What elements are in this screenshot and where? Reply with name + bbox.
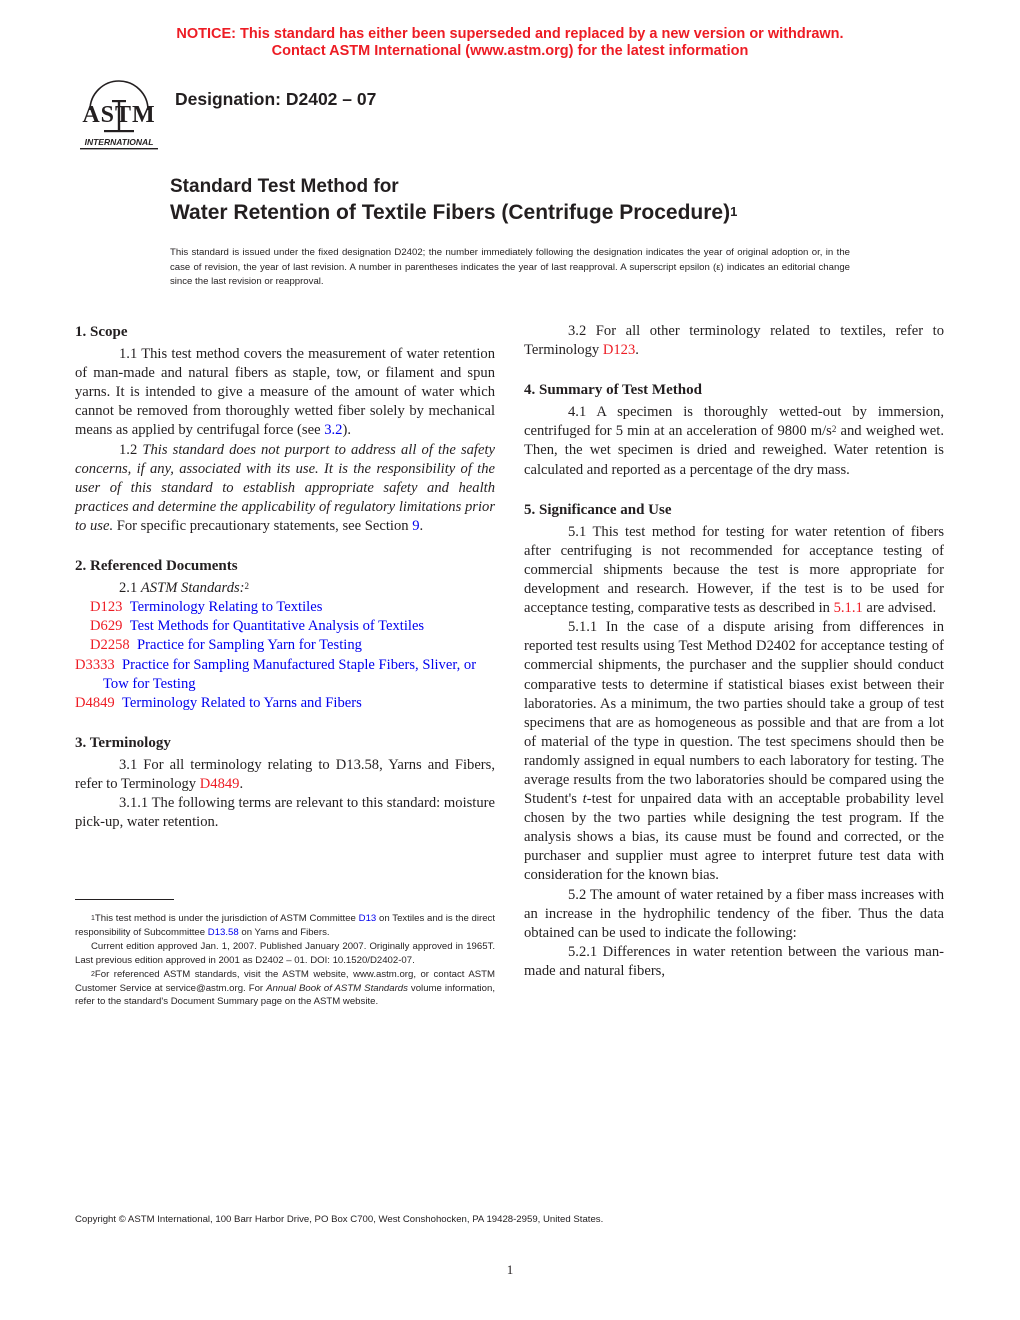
xref-d123[interactable]: D123 <box>602 342 636 359</box>
page-number: 1 <box>506 1262 514 1277</box>
xref-5-1-1[interactable]: 5.1.1 <box>833 600 863 617</box>
section-heading-terminology: 3. Terminology <box>75 734 171 751</box>
xref-3-2[interactable]: 3.2 <box>324 422 343 439</box>
document-title <box>170 175 737 226</box>
title-footnote-mark: 1 <box>730 204 738 219</box>
section-heading-referenced-documents: 2. Referenced Documents <box>75 558 238 575</box>
logo-letters: ASTM <box>82 102 156 128</box>
section-heading-scope: 1. Scope <box>75 324 128 340</box>
paragraph-5-2-1: 5.2.1 Differences in water retention between the various man-made and natural fibers, <box>524 943 944 979</box>
footnotes <box>75 912 495 1009</box>
paragraph-4-1: 4.1 A specimen is thoroughly wetted-out by immersion, centrifuged for 5 min at an acceleration of 9800 $m/s^2$ and weighed wet. Then, the wet specimen is dried and reweighed. Water retention is calculated and reported as a percentage of the dry mass. <box>524 404 944 478</box>
paragraph-5-1-1: 5.1.1 In the case of a dispute arising from differences in reported test results using Test Method D2402 for acceptance testing of commercial shipments, the purchaser and the supplier should conduct comparative tests to determine if statistical biases exist between their laboratories. As a minimum, the two parties should take a group of test specimens that are as homogeneous as possible and that are from a lot of material of the type in question. The test specimens should then be randomly assigned in equal numbers to each laboratory for testing. The average results from the two laboratories should be compared using the Student's t-test for unpaired data with an acceptable probability level chosen by the two parties while designing the test program. If the analysis shows a bias, its cause must be found and corrected, or the purchaser and supplier must agree to interpret future test data with consideration for the known bias. <box>524 619 944 884</box>
xref-section-9[interactable]: 9 <box>412 517 420 534</box>
xref-committee-d13[interactable]: D13 <box>358 913 377 924</box>
copyright: Copyright © ASTM International, 100 Barr Harbor Drive, PO Box C700, West Conshohocken, PA 19428-2959, United States. <box>75 1214 604 1225</box>
notice-line-2: Contact ASTM International (www.astm.org) for the latest information <box>271 43 749 59</box>
paragraph-1-1: 1.1 This test method covers the measurement of water retention of man-made and natural fibers as staple, tow, or filament and spun yarns. It is intended to give a measure of the amount of water which cannot be removed from thoroughly wetted fiber solely by mechanical means as applied by centrifugal force (see 3.2). <box>75 346 495 439</box>
xref-d4849[interactable]: D4849 <box>199 775 240 792</box>
section-heading-summary: 4. Summary of Test Method <box>524 382 702 399</box>
footnote-edition: Current edition approved Jan. 1, 2007. Published January 2007. Originally approved in 1965T. Last previous edition approved in 2001 as D2402 – 01. DOI: 10.1520/D2402-07. <box>75 940 495 966</box>
paragraph-5-1: 5.1 This test method for testing for water retention of fibers after centrifuging is not recommended for acceptance testing of commercial shipments because the test is more appropriate for development and research. However, if the test is to be used for acceptance testing, comparative tests as described in 5.1.1 are advised. <box>524 523 944 617</box>
paragraph-3-1-1: 3.1.1 The following terms are relevant to this standard: moisture pick-up, water retention. <box>75 795 495 831</box>
footnote-divider <box>75 899 174 900</box>
paragraph-3-1: 3.1 For all terminology relating to D13.58, Yarns and Fibers, refer to Terminology D4849. <box>75 756 495 792</box>
reference-item[interactable]: D629 Test Methods for Quantitative Analysis of Textiles <box>90 618 425 635</box>
right-column <box>524 322 944 981</box>
notice-line-1: NOTICE: This standard has either been superseded and replaced by a new version or withdrawn. <box>176 26 844 42</box>
reference-item[interactable]: D4849 Terminology Related to Yarns and Fibers <box>75 694 362 711</box>
footnote-2: $^2$For referenced ASTM standards, visit the ASTM website, www.astm.org, or contact ASTM Customer Service at service@astm.org. For Annual Book of ASTM Standards volume information, refer to the standard's Document Summary page on the ASTM website. <box>75 968 495 1008</box>
title-line-2: Water Retention of Textile Fibers (Centrifuge Procedure)$^1$ <box>170 201 738 224</box>
withdrawal-notice <box>0 26 1020 60</box>
title-line-1: Standard Test Method for <box>170 176 399 197</box>
xref-subcommittee-d13-58[interactable]: D13.58 <box>207 926 239 938</box>
reference-item[interactable]: D123 Terminology Relating to Textiles <box>90 599 323 616</box>
left-column <box>75 322 495 832</box>
paragraph-2-1: 2.1 ASTM Standards:$^2$ <box>119 580 250 597</box>
paragraph-1-2: 1.2 This standard does not purport to address all of the safety concerns, if any, associated with its use. It is the responsibility of the user of this standard to establish appropriate safety and health practices and determine the applicability of regulatory limitations prior to use. For specific precautionary statements, see Section 9. <box>75 441 495 534</box>
paragraph-5-2: 5.2 The amount of water retained by a fiber mass increases with an increase in the hydrophilic tendency of the fiber. Thus the data obtained can be used to indicate the following: <box>524 886 944 941</box>
astm-logo-icon <box>76 70 162 152</box>
logo-international: INTERNATIONAL <box>84 137 154 147</box>
paragraph-3-2: 3.2 For all other terminology related to textiles, refer to Terminology D123. <box>524 323 944 359</box>
designation: Designation: D2402 – 07 <box>175 89 377 109</box>
footnote-1: $^1$This test method is under the jurisdiction of ASTM Committee D13 on Textiles and is the direct responsibility of Subcommittee D13.58 on Yarns and Fibers. <box>75 913 495 938</box>
issuance-note: This standard is issued under the fixed designation D2402; the number immediately following the designation indicates the year of original adoption or, in the case of revision, the year of last revision. A number in parentheses indicates the year of last reapproval. A superscript epsilon (ε) indicates an editorial change since the last revision or reapproval. <box>170 247 850 287</box>
section-heading-significance: 5. Significance and Use <box>524 501 672 518</box>
reference-item[interactable]: D3333 Practice for Sampling Manufactured Staple Fibers, Sliver, or Tow for Testing <box>75 656 477 692</box>
reference-item[interactable]: D2258 Practice for Sampling Yarn for Testing <box>90 637 362 654</box>
